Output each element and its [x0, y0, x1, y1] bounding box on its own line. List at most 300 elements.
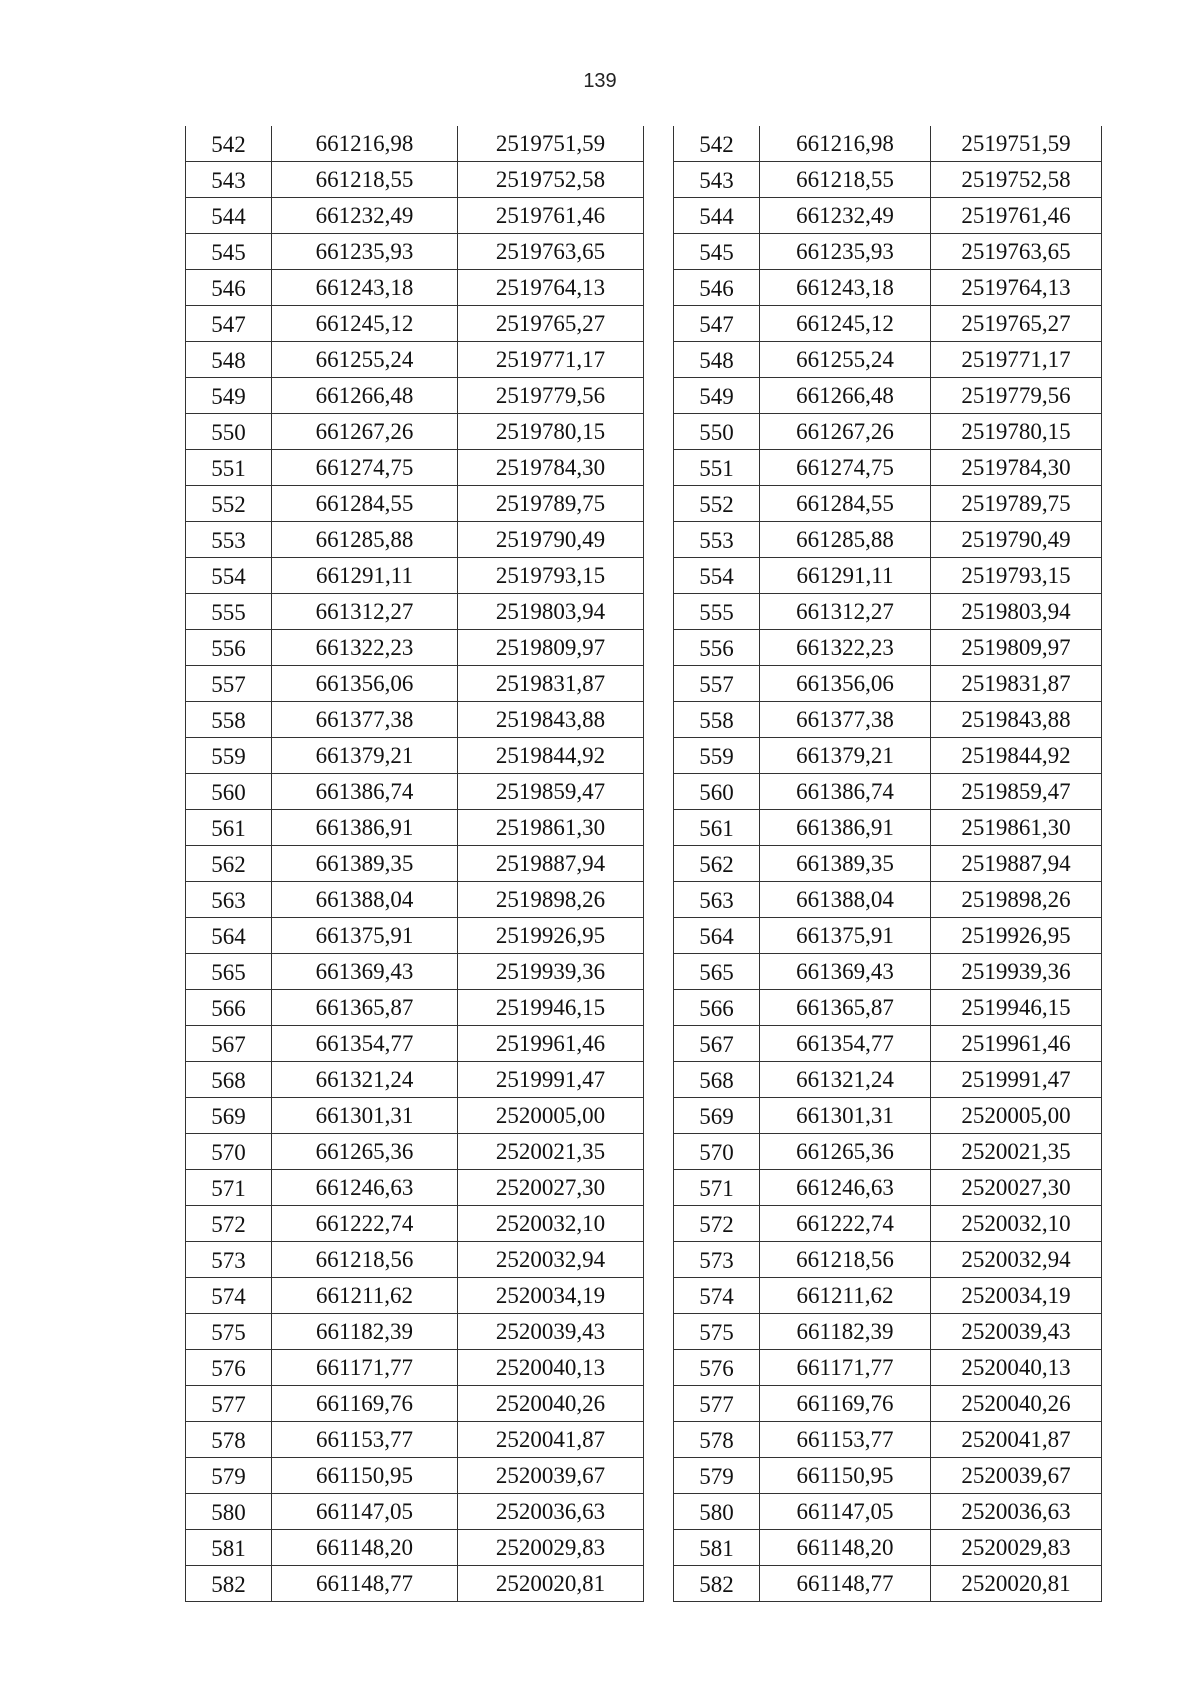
table-row — [674, 702, 1102, 738]
coordinates-table-right — [673, 126, 1102, 1602]
y-coordinate-cell: 2520040,26 — [458, 1386, 644, 1422]
y-coordinate-cell: 2519809,97 — [931, 630, 1102, 666]
point-number-cell: 572 — [674, 1206, 760, 1242]
y-coordinate-cell: 2519771,17 — [458, 342, 644, 378]
point-number-cell: 579 — [186, 1458, 272, 1494]
y-coordinate-cell: 2519779,56 — [931, 378, 1102, 414]
x-coordinate-cell: 661148,77 — [760, 1566, 931, 1602]
y-coordinate-cell: 2519784,30 — [931, 450, 1102, 486]
table-row — [186, 882, 644, 918]
point-number-cell: 548 — [674, 342, 760, 378]
y-coordinate-cell: 2519991,47 — [458, 1062, 644, 1098]
y-coordinate-cell: 2519991,47 — [931, 1062, 1102, 1098]
table-row — [186, 1566, 644, 1602]
y-coordinate-cell: 2520027,30 — [931, 1170, 1102, 1206]
table-row — [674, 594, 1102, 630]
x-coordinate-cell: 661216,98 — [760, 126, 931, 162]
y-coordinate-cell: 2519961,46 — [931, 1026, 1102, 1062]
y-coordinate-cell: 2519926,95 — [931, 918, 1102, 954]
y-coordinate-cell: 2520029,83 — [931, 1530, 1102, 1566]
table-row — [186, 1206, 644, 1242]
point-number-cell: 571 — [186, 1170, 272, 1206]
x-coordinate-cell: 661255,24 — [272, 342, 458, 378]
table-row — [186, 1422, 644, 1458]
point-number-cell: 556 — [186, 630, 272, 666]
point-number-cell: 560 — [674, 774, 760, 810]
table-row — [186, 342, 644, 378]
x-coordinate-cell: 661312,27 — [272, 594, 458, 630]
point-number-cell: 555 — [186, 594, 272, 630]
table-row — [186, 738, 644, 774]
table-row — [674, 1386, 1102, 1422]
coordinates-table-right-body — [674, 126, 1102, 1602]
point-number-cell: 570 — [186, 1134, 272, 1170]
x-coordinate-cell: 661386,74 — [272, 774, 458, 810]
point-number-cell: 571 — [674, 1170, 760, 1206]
table-row — [674, 486, 1102, 522]
y-coordinate-cell: 2519803,94 — [931, 594, 1102, 630]
point-number-cell: 567 — [186, 1026, 272, 1062]
table-row — [674, 1530, 1102, 1566]
x-coordinate-cell: 661245,12 — [272, 306, 458, 342]
table-row — [674, 1170, 1102, 1206]
table-row — [674, 1242, 1102, 1278]
y-coordinate-cell: 2520041,87 — [931, 1422, 1102, 1458]
table-row — [674, 630, 1102, 666]
table-row — [674, 1314, 1102, 1350]
table-row — [674, 738, 1102, 774]
point-number-cell: 582 — [674, 1566, 760, 1602]
x-coordinate-cell: 661274,75 — [760, 450, 931, 486]
y-coordinate-cell: 2519751,59 — [458, 126, 644, 162]
table-row — [674, 1062, 1102, 1098]
y-coordinate-cell: 2519765,27 — [931, 306, 1102, 342]
x-coordinate-cell: 661148,20 — [272, 1530, 458, 1566]
table-row — [674, 342, 1102, 378]
point-number-cell: 577 — [186, 1386, 272, 1422]
x-coordinate-cell: 661147,05 — [272, 1494, 458, 1530]
x-coordinate-cell: 661222,74 — [760, 1206, 931, 1242]
table-row — [186, 1386, 644, 1422]
table-row — [674, 414, 1102, 450]
table-row — [674, 1206, 1102, 1242]
table-row — [674, 234, 1102, 270]
x-coordinate-cell: 661169,76 — [760, 1386, 931, 1422]
point-number-cell: 574 — [674, 1278, 760, 1314]
table-row — [186, 810, 644, 846]
x-coordinate-cell: 661354,77 — [272, 1026, 458, 1062]
point-number-cell: 542 — [674, 126, 760, 162]
y-coordinate-cell: 2519752,58 — [458, 162, 644, 198]
point-number-cell: 553 — [674, 522, 760, 558]
point-number-cell: 568 — [674, 1062, 760, 1098]
x-coordinate-cell: 661322,23 — [272, 630, 458, 666]
x-coordinate-cell: 661150,95 — [272, 1458, 458, 1494]
y-coordinate-cell: 2520027,30 — [458, 1170, 644, 1206]
y-coordinate-cell: 2519793,15 — [931, 558, 1102, 594]
point-number-cell: 557 — [674, 666, 760, 702]
table-row — [186, 918, 644, 954]
x-coordinate-cell: 661312,27 — [760, 594, 931, 630]
table-row — [674, 1026, 1102, 1062]
point-number-cell: 566 — [186, 990, 272, 1026]
point-number-cell: 577 — [674, 1386, 760, 1422]
x-coordinate-cell: 661150,95 — [760, 1458, 931, 1494]
x-coordinate-cell: 661171,77 — [760, 1350, 931, 1386]
y-coordinate-cell: 2520032,10 — [458, 1206, 644, 1242]
x-coordinate-cell: 661245,12 — [760, 306, 931, 342]
table-row — [186, 1242, 644, 1278]
table-row — [674, 558, 1102, 594]
x-coordinate-cell: 661232,49 — [760, 198, 931, 234]
y-coordinate-cell: 2519771,17 — [931, 342, 1102, 378]
point-number-cell: 543 — [674, 162, 760, 198]
table-row — [674, 126, 1102, 162]
x-coordinate-cell: 661211,62 — [272, 1278, 458, 1314]
point-number-cell: 552 — [186, 486, 272, 522]
table-row — [674, 1458, 1102, 1494]
point-number-cell: 579 — [674, 1458, 760, 1494]
point-number-cell: 580 — [674, 1494, 760, 1530]
y-coordinate-cell: 2519831,87 — [931, 666, 1102, 702]
y-coordinate-cell: 2519898,26 — [458, 882, 644, 918]
point-number-cell: 573 — [674, 1242, 760, 1278]
point-number-cell: 578 — [186, 1422, 272, 1458]
x-coordinate-cell: 661284,55 — [272, 486, 458, 522]
table-row — [186, 774, 644, 810]
x-coordinate-cell: 661218,55 — [272, 162, 458, 198]
y-coordinate-cell: 2520032,94 — [458, 1242, 644, 1278]
point-number-cell: 555 — [674, 594, 760, 630]
table-row — [186, 1350, 644, 1386]
x-coordinate-cell: 661356,06 — [760, 666, 931, 702]
point-number-cell: 575 — [674, 1314, 760, 1350]
table-row — [674, 1134, 1102, 1170]
x-coordinate-cell: 661321,24 — [272, 1062, 458, 1098]
x-coordinate-cell: 661171,77 — [272, 1350, 458, 1386]
y-coordinate-cell: 2520039,67 — [931, 1458, 1102, 1494]
table-row — [186, 630, 644, 666]
table-row — [186, 486, 644, 522]
y-coordinate-cell: 2519761,46 — [458, 198, 644, 234]
table-row — [186, 666, 644, 702]
point-number-cell: 576 — [186, 1350, 272, 1386]
table-row — [674, 882, 1102, 918]
table-row — [186, 162, 644, 198]
table-row — [186, 1494, 644, 1530]
y-coordinate-cell: 2519887,94 — [458, 846, 644, 882]
table-row — [186, 306, 644, 342]
table-row — [186, 270, 644, 306]
point-number-cell: 542 — [186, 126, 272, 162]
x-coordinate-cell: 661386,91 — [760, 810, 931, 846]
point-number-cell: 575 — [186, 1314, 272, 1350]
table-row — [674, 918, 1102, 954]
y-coordinate-cell: 2519789,75 — [458, 486, 644, 522]
x-coordinate-cell: 661375,91 — [760, 918, 931, 954]
point-number-cell: 550 — [186, 414, 272, 450]
y-coordinate-cell: 2519898,26 — [931, 882, 1102, 918]
point-number-cell: 565 — [186, 954, 272, 990]
y-coordinate-cell: 2520020,81 — [931, 1566, 1102, 1602]
x-coordinate-cell: 661218,55 — [760, 162, 931, 198]
y-coordinate-cell: 2519844,92 — [931, 738, 1102, 774]
table-row — [674, 1494, 1102, 1530]
point-number-cell: 558 — [186, 702, 272, 738]
table-row — [674, 1422, 1102, 1458]
y-coordinate-cell: 2519790,49 — [458, 522, 644, 558]
table-row — [186, 414, 644, 450]
point-number-cell: 562 — [186, 846, 272, 882]
x-coordinate-cell: 661147,05 — [760, 1494, 931, 1530]
y-coordinate-cell: 2519784,30 — [458, 450, 644, 486]
y-coordinate-cell: 2520036,63 — [931, 1494, 1102, 1530]
x-coordinate-cell: 661148,77 — [272, 1566, 458, 1602]
y-coordinate-cell: 2519764,13 — [458, 270, 644, 306]
x-coordinate-cell: 661265,36 — [272, 1134, 458, 1170]
point-number-cell: 574 — [186, 1278, 272, 1314]
y-coordinate-cell: 2520034,19 — [931, 1278, 1102, 1314]
y-coordinate-cell: 2519779,56 — [458, 378, 644, 414]
coordinates-table-left — [185, 126, 644, 1602]
point-number-cell: 560 — [186, 774, 272, 810]
y-coordinate-cell: 2519843,88 — [458, 702, 644, 738]
point-number-cell: 557 — [186, 666, 272, 702]
point-number-cell: 559 — [674, 738, 760, 774]
point-number-cell: 549 — [186, 378, 272, 414]
x-coordinate-cell: 661285,88 — [760, 522, 931, 558]
point-number-cell: 576 — [674, 1350, 760, 1386]
point-number-cell: 582 — [186, 1566, 272, 1602]
table-row — [674, 810, 1102, 846]
point-number-cell: 550 — [674, 414, 760, 450]
x-coordinate-cell: 661182,39 — [760, 1314, 931, 1350]
table-row — [186, 954, 644, 990]
x-coordinate-cell: 661243,18 — [272, 270, 458, 306]
point-number-cell: 547 — [674, 306, 760, 342]
point-number-cell: 568 — [186, 1062, 272, 1098]
y-coordinate-cell: 2519946,15 — [931, 990, 1102, 1026]
table-row — [186, 126, 644, 162]
table-row — [186, 1134, 644, 1170]
table-row — [674, 198, 1102, 234]
table-row — [674, 1350, 1102, 1386]
y-coordinate-cell: 2519859,47 — [931, 774, 1102, 810]
table-row — [674, 306, 1102, 342]
y-coordinate-cell: 2520036,63 — [458, 1494, 644, 1530]
x-coordinate-cell: 661267,26 — [760, 414, 931, 450]
x-coordinate-cell: 661267,26 — [272, 414, 458, 450]
y-coordinate-cell: 2519763,65 — [458, 234, 644, 270]
y-coordinate-cell: 2519765,27 — [458, 306, 644, 342]
table-row — [186, 1314, 644, 1350]
x-coordinate-cell: 661169,76 — [272, 1386, 458, 1422]
table-row — [186, 594, 644, 630]
y-coordinate-cell: 2519946,15 — [458, 990, 644, 1026]
point-number-cell: 569 — [674, 1098, 760, 1134]
y-coordinate-cell: 2520034,19 — [458, 1278, 644, 1314]
table-row — [186, 1026, 644, 1062]
y-coordinate-cell: 2519859,47 — [458, 774, 644, 810]
y-coordinate-cell: 2519752,58 — [931, 162, 1102, 198]
x-coordinate-cell: 661222,74 — [272, 1206, 458, 1242]
table-row — [674, 954, 1102, 990]
x-coordinate-cell: 661246,63 — [272, 1170, 458, 1206]
x-coordinate-cell: 661265,36 — [760, 1134, 931, 1170]
x-coordinate-cell: 661211,62 — [760, 1278, 931, 1314]
y-coordinate-cell: 2520005,00 — [458, 1098, 644, 1134]
y-coordinate-cell: 2519939,36 — [458, 954, 644, 990]
point-number-cell: 551 — [186, 450, 272, 486]
point-number-cell: 569 — [186, 1098, 272, 1134]
y-coordinate-cell: 2520032,94 — [931, 1242, 1102, 1278]
point-number-cell: 561 — [186, 810, 272, 846]
point-number-cell: 543 — [186, 162, 272, 198]
x-coordinate-cell: 661379,21 — [272, 738, 458, 774]
point-number-cell: 559 — [186, 738, 272, 774]
y-coordinate-cell: 2520021,35 — [458, 1134, 644, 1170]
y-coordinate-cell: 2519803,94 — [458, 594, 644, 630]
x-coordinate-cell: 661386,91 — [272, 810, 458, 846]
point-number-cell: 572 — [186, 1206, 272, 1242]
point-number-cell: 578 — [674, 1422, 760, 1458]
point-number-cell: 544 — [674, 198, 760, 234]
table-row — [186, 450, 644, 486]
x-coordinate-cell: 661216,98 — [272, 126, 458, 162]
x-coordinate-cell: 661291,11 — [272, 558, 458, 594]
table-row — [186, 846, 644, 882]
point-number-cell: 545 — [186, 234, 272, 270]
table-row — [186, 1278, 644, 1314]
x-coordinate-cell: 661301,31 — [272, 1098, 458, 1134]
point-number-cell: 554 — [674, 558, 760, 594]
table-row — [186, 702, 644, 738]
y-coordinate-cell: 2520039,67 — [458, 1458, 644, 1494]
x-coordinate-cell: 661369,43 — [272, 954, 458, 990]
x-coordinate-cell: 661356,06 — [272, 666, 458, 702]
table-row — [674, 1566, 1102, 1602]
table-row — [674, 846, 1102, 882]
y-coordinate-cell: 2520021,35 — [931, 1134, 1102, 1170]
point-number-cell: 580 — [186, 1494, 272, 1530]
coordinates-table-left-body — [186, 126, 644, 1602]
table-row — [674, 378, 1102, 414]
x-coordinate-cell: 661148,20 — [760, 1530, 931, 1566]
point-number-cell: 547 — [186, 306, 272, 342]
y-coordinate-cell: 2519761,46 — [931, 198, 1102, 234]
x-coordinate-cell: 661218,56 — [760, 1242, 931, 1278]
point-number-cell: 548 — [186, 342, 272, 378]
x-coordinate-cell: 661153,77 — [760, 1422, 931, 1458]
x-coordinate-cell: 661235,93 — [760, 234, 931, 270]
table-row — [186, 990, 644, 1026]
point-number-cell: 564 — [674, 918, 760, 954]
x-coordinate-cell: 661266,48 — [272, 378, 458, 414]
x-coordinate-cell: 661365,87 — [760, 990, 931, 1026]
x-coordinate-cell: 661153,77 — [272, 1422, 458, 1458]
y-coordinate-cell: 2520029,83 — [458, 1530, 644, 1566]
x-coordinate-cell: 661266,48 — [760, 378, 931, 414]
y-coordinate-cell: 2519809,97 — [458, 630, 644, 666]
point-number-cell: 565 — [674, 954, 760, 990]
x-coordinate-cell: 661369,43 — [760, 954, 931, 990]
y-coordinate-cell: 2520039,43 — [458, 1314, 644, 1350]
x-coordinate-cell: 661291,11 — [760, 558, 931, 594]
y-coordinate-cell: 2519793,15 — [458, 558, 644, 594]
y-coordinate-cell: 2519751,59 — [931, 126, 1102, 162]
point-number-cell: 551 — [674, 450, 760, 486]
point-number-cell: 561 — [674, 810, 760, 846]
y-coordinate-cell: 2520020,81 — [458, 1566, 644, 1602]
table-row — [186, 198, 644, 234]
x-coordinate-cell: 661321,24 — [760, 1062, 931, 1098]
x-coordinate-cell: 661377,38 — [272, 702, 458, 738]
y-coordinate-cell: 2519780,15 — [931, 414, 1102, 450]
table-row — [674, 1098, 1102, 1134]
x-coordinate-cell: 661389,35 — [272, 846, 458, 882]
x-coordinate-cell: 661389,35 — [760, 846, 931, 882]
y-coordinate-cell: 2519939,36 — [931, 954, 1102, 990]
x-coordinate-cell: 661243,18 — [760, 270, 931, 306]
table-row — [674, 450, 1102, 486]
point-number-cell: 544 — [186, 198, 272, 234]
y-coordinate-cell: 2519789,75 — [931, 486, 1102, 522]
x-coordinate-cell: 661386,74 — [760, 774, 931, 810]
point-number-cell: 563 — [674, 882, 760, 918]
table-row — [674, 162, 1102, 198]
table-row — [674, 666, 1102, 702]
x-coordinate-cell: 661322,23 — [760, 630, 931, 666]
table-row — [674, 990, 1102, 1026]
point-number-cell: 564 — [186, 918, 272, 954]
table-row — [674, 1278, 1102, 1314]
point-number-cell: 554 — [186, 558, 272, 594]
point-number-cell: 563 — [186, 882, 272, 918]
y-coordinate-cell: 2519780,15 — [458, 414, 644, 450]
x-coordinate-cell: 661377,38 — [760, 702, 931, 738]
table-row — [674, 774, 1102, 810]
y-coordinate-cell: 2520039,43 — [931, 1314, 1102, 1350]
point-number-cell: 573 — [186, 1242, 272, 1278]
x-coordinate-cell: 661365,87 — [272, 990, 458, 1026]
x-coordinate-cell: 661388,04 — [760, 882, 931, 918]
point-number-cell: 567 — [674, 1026, 760, 1062]
y-coordinate-cell: 2520040,13 — [458, 1350, 644, 1386]
point-number-cell: 549 — [674, 378, 760, 414]
point-number-cell: 546 — [186, 270, 272, 306]
x-coordinate-cell: 661379,21 — [760, 738, 931, 774]
y-coordinate-cell: 2519831,87 — [458, 666, 644, 702]
y-coordinate-cell: 2520032,10 — [931, 1206, 1102, 1242]
point-number-cell: 552 — [674, 486, 760, 522]
y-coordinate-cell: 2520041,87 — [458, 1422, 644, 1458]
table-row — [186, 234, 644, 270]
y-coordinate-cell: 2519790,49 — [931, 522, 1102, 558]
y-coordinate-cell: 2519861,30 — [931, 810, 1102, 846]
point-number-cell: 553 — [186, 522, 272, 558]
table-row — [674, 522, 1102, 558]
x-coordinate-cell: 661182,39 — [272, 1314, 458, 1350]
table-row — [186, 378, 644, 414]
x-coordinate-cell: 661235,93 — [272, 234, 458, 270]
y-coordinate-cell: 2519861,30 — [458, 810, 644, 846]
table-row — [674, 270, 1102, 306]
x-coordinate-cell: 661284,55 — [760, 486, 931, 522]
point-number-cell: 562 — [674, 846, 760, 882]
y-coordinate-cell: 2519843,88 — [931, 702, 1102, 738]
table-row — [186, 558, 644, 594]
y-coordinate-cell: 2519926,95 — [458, 918, 644, 954]
